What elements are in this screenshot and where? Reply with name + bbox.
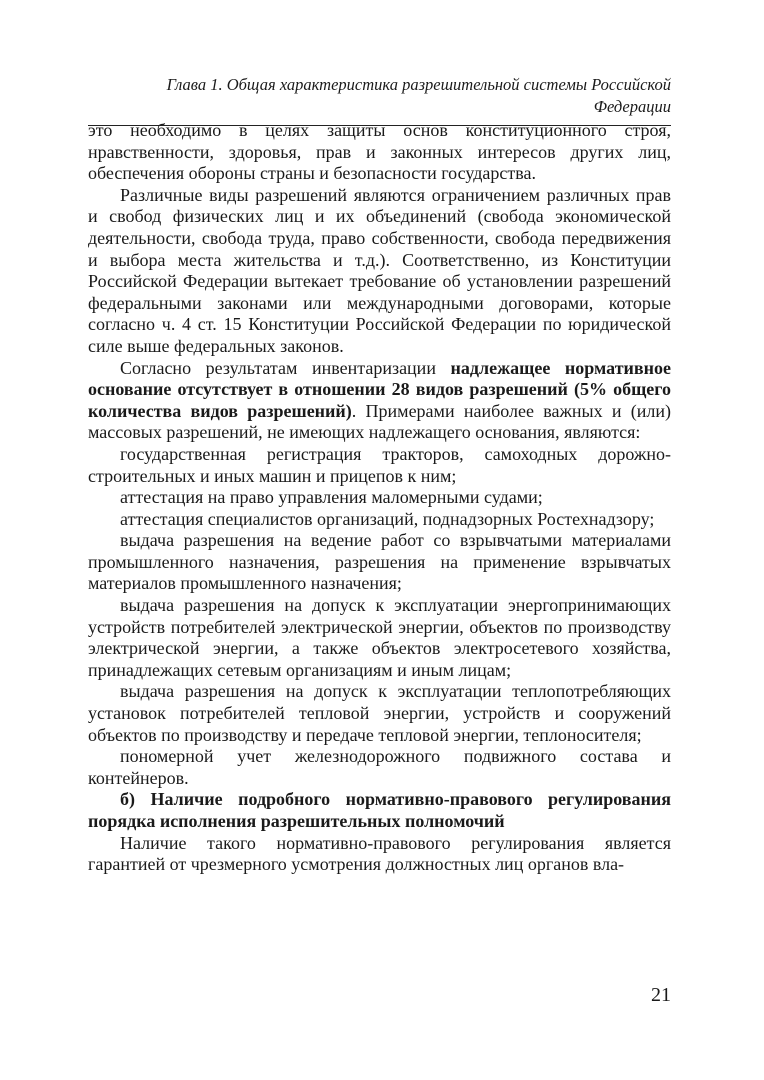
- list-item: пономерной учет железнодорожного подвижного состава и контейнеров.: [88, 746, 671, 788]
- list-item: государственная регистрация тракторов, самоходных дорожно-строительных и иных машин и прицепов к ним;: [88, 443, 671, 486]
- page-number: 21: [651, 984, 671, 1006]
- running-header: Глава 1. Общая характеристика разрешительной системы Российской Федерации: [88, 74, 671, 126]
- paragraph-text: . Примерами наиболее важных и (или) массовых разрешений, не имеющих надлежащего основания, являются:: [88, 400, 671, 443]
- paragraph: Различные виды разрешений являются ограничением различных прав и свобод физических лиц и их объединений (свобода экономической деятельности, свобода труда, право собственности, свобода передвижения и выбора места жительства и т.д.). Соответственно, из Конституции Российской Федерации вытекает требование об установлении разрешений федеральными законами или международными договорами, которые согласно ч. 4 ст. 15 Конституции Российской Федерации по юридической силе выше федеральных законов.: [88, 184, 671, 356]
- list-item: аттестация специалистов организаций, поднадзорных Ростехнадзору;: [120, 508, 655, 529]
- page-body: [88, 120, 671, 876]
- paragraph-inventory: [88, 358, 671, 444]
- subheading-text: б) Наличие подробного нормативно-правового регулирования порядка исполнения разрешительных полномочий: [88, 789, 671, 831]
- paragraph-continued: это необходимо в целях защиты основ конституционного строя, нравственности, здоровья, прав и законных интересов других лиц, обеспечения обороны страны и безопасности государства.: [88, 120, 671, 184]
- list-item: выдача разрешения на ведение работ со взрывчатыми материалами промышленного назначения, разрешения на применение взрывчатых материалов промышленного назначения;: [88, 530, 671, 594]
- emphasis-text: надлежащее нормативное основание отсутствует в отношении 28 видов разрешений (5% общего количества видов разрешений): [88, 357, 671, 421]
- list-item: выдача разрешения на допуск к эксплуатации энергопринимающих устройств потребителей электрической энергии, объектов по производству электрической энергии, а также объектов электросетевого хозяйства, принадлежащих сетевым организациям и иным лицам;: [88, 595, 671, 680]
- list-item: аттестация на право управления маломерными судами;: [120, 487, 543, 508]
- list-item: выдача разрешения на допуск к эксплуатации теплопотребляющих установок потребителей тепловой энергии, устройств и сооружений объектов по производству и передаче тепловой энергии, теплоносителя;: [88, 681, 671, 745]
- subheading: [88, 789, 671, 832]
- paragraph-text: Согласно результатам инвентаризации: [120, 357, 451, 378]
- paragraph: Наличие такого нормативно-правового регулирования является гарантией от чрезмерного усмотрения должностных лиц органов вла-: [88, 832, 671, 875]
